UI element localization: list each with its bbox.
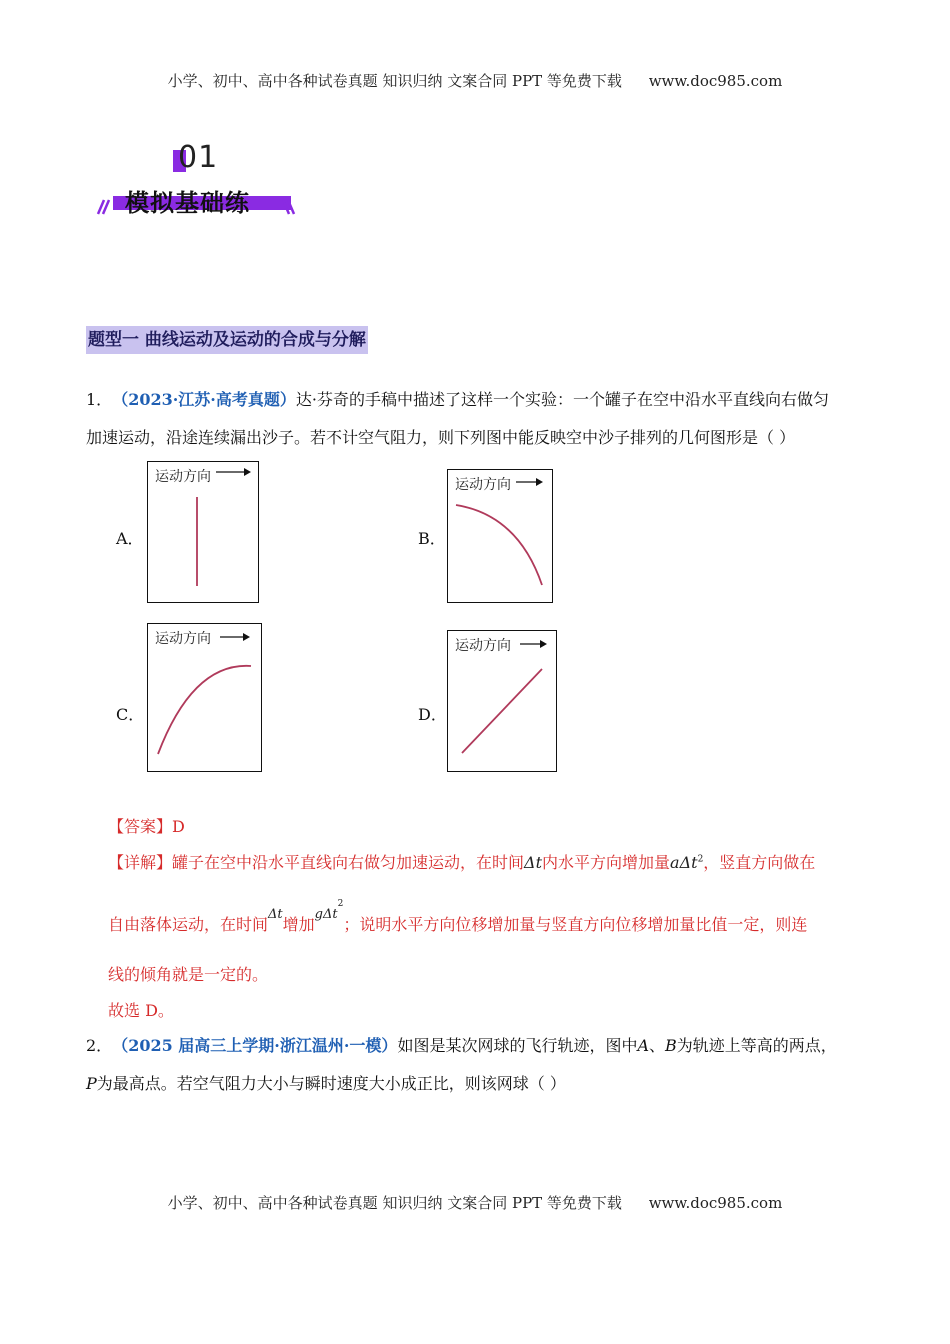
option-c-curve (158, 666, 251, 754)
arrow-right-icon (540, 640, 547, 648)
math-delta-t: Δt (322, 907, 338, 922)
q1-answer (108, 814, 185, 837)
detail-text: 增加 (282, 915, 315, 934)
q2-source: （2025 届高三上学期·浙江温州·一模） (120, 1036, 398, 1055)
q1-detail-line2 (108, 898, 808, 935)
math-delta-t: Δt (268, 907, 283, 922)
page-footer (0, 1192, 950, 1213)
detail-tag: 【详解】 (108, 853, 173, 872)
section-heading: 题型一 曲线运动及运动的合成与分解 (86, 326, 368, 354)
detail-text: 罐子在空中沿水平直线向右做匀加速运动，在时间 (172, 853, 525, 872)
page-header (0, 70, 950, 91)
math-delta-t: Δt (679, 853, 698, 872)
detail-text: ；说明水平方向位移增加量与竖直方向位移增加量比值一定，则连 (343, 915, 808, 934)
option-c-graph (148, 624, 261, 771)
q1-line1 (86, 388, 829, 412)
math-square: 2 (697, 854, 704, 865)
option-a-figure[interactable] (147, 461, 259, 603)
answer-tag: 【答案】 (108, 817, 173, 836)
option-a-graph (148, 462, 258, 602)
arrow-right-icon (244, 468, 251, 476)
q2-text: 如图是某次网球的飞行轨迹，图中 (397, 1036, 638, 1055)
q1-detail-line3: 线的倾角就是一定的。 (108, 965, 269, 984)
option-c-caption: 运动方向 (155, 631, 211, 647)
point-a: A (637, 1036, 650, 1055)
header-url[interactable]: www.doc985.com (648, 72, 783, 90)
option-a-caption: 运动方向 (155, 469, 211, 485)
option-d-figure[interactable] (447, 630, 557, 772)
option-b-figure[interactable] (447, 469, 553, 603)
detail-text: 内水平方向增加量 (542, 853, 671, 872)
q2-number: 2． (86, 1036, 113, 1055)
math-square: 2 (337, 898, 344, 909)
q1-source: （2023·江苏·高考真题） (120, 390, 296, 409)
math-a: a (670, 853, 680, 872)
q1-text-line1: 达·芬奇的手稿中描述了这样一个实验：一个罐子在空中沿水平直线向右做匀 (295, 390, 829, 409)
math-delta-t: Δt (524, 853, 543, 872)
option-c-label[interactable]: C． (116, 705, 145, 724)
footer-text: 小学、初中、高中各种试卷真题 知识归纳 文案合同 PPT 等免费下载 (167, 1194, 622, 1212)
badge-number: 01 (178, 140, 219, 175)
answer-value: D (172, 817, 185, 836)
option-b-label[interactable]: B． (418, 529, 446, 548)
q2-text: 为轨迹上等高的两点， (676, 1036, 837, 1055)
detail-text: ，竖直方向做在 (703, 853, 816, 872)
option-b-caption: 运动方向 (455, 477, 511, 493)
q2-line1 (86, 1034, 837, 1058)
arrow-right-icon (536, 478, 543, 486)
option-d-graph (448, 631, 556, 771)
footer-url[interactable]: www.doc985.com (648, 1194, 783, 1212)
option-d-label[interactable]: D． (418, 705, 447, 724)
option-d-caption: 运动方向 (455, 638, 511, 654)
q2-line2 (86, 1072, 566, 1096)
arrow-right-icon (243, 633, 250, 641)
q1-conclusion: 故选 D。 (108, 1001, 174, 1020)
q1-detail-line1 (108, 850, 815, 873)
badge-title: 模拟基础练 (125, 189, 250, 217)
q1-number: 1． (86, 390, 113, 409)
option-b-curve (456, 505, 542, 585)
option-a-label[interactable]: A． (116, 529, 144, 548)
option-d-curve (462, 669, 542, 753)
detail-text: 自由落体运动，在时间 (108, 915, 269, 934)
header-text: 小学、初中、高中各种试卷真题 知识归纳 文案合同 PPT 等免费下载 (167, 72, 622, 90)
q1-line2: 加速运动，沿途连续漏出沙子。若不计空气阻力，则下列图中能反映空中沙子排列的几何图形是（ ） (86, 428, 796, 447)
option-b-graph (448, 470, 552, 602)
point-b: B (665, 1036, 677, 1055)
option-c-figure[interactable] (147, 623, 262, 772)
q2-text: 、 (649, 1036, 666, 1055)
q2-text: 为最高点。若空气阻力大小与瞬时速度大小成正比，则该网球（ ） (96, 1074, 566, 1093)
point-p: P (86, 1074, 97, 1093)
math-g: g (314, 907, 323, 922)
